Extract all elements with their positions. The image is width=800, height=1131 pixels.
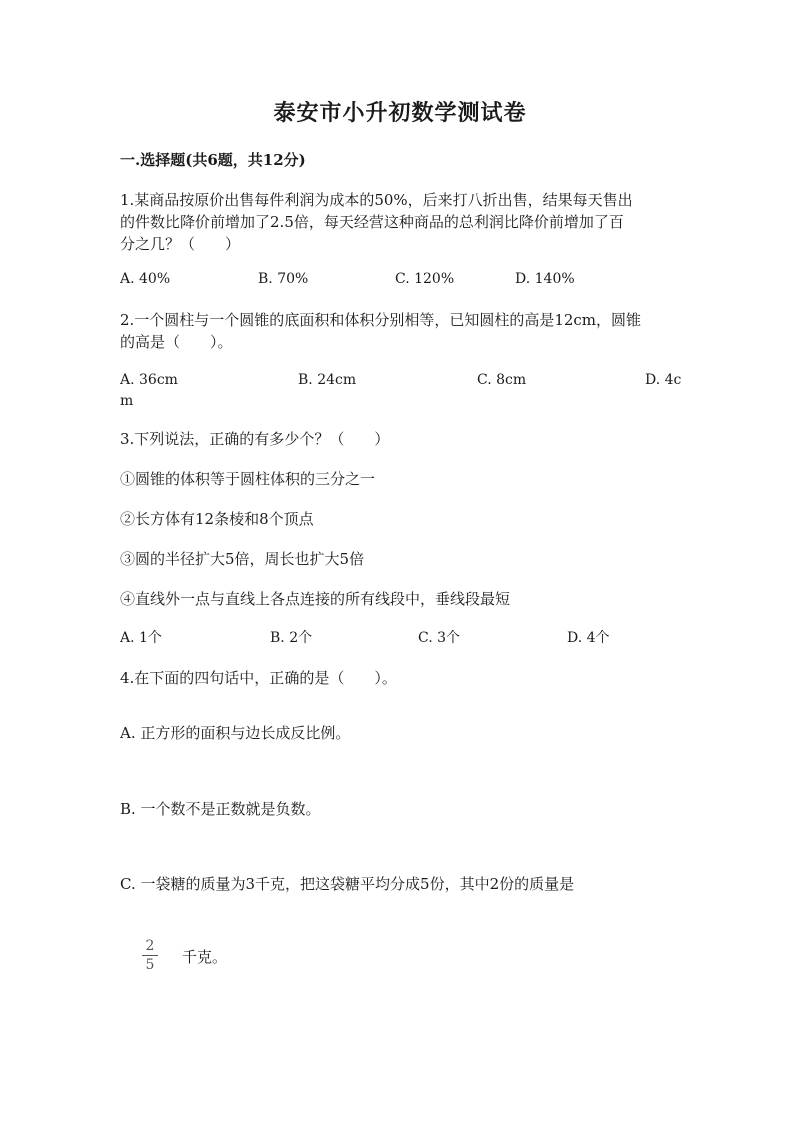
q2-option-b: B. 24cm — [298, 372, 357, 388]
q4-option-b: B. 一个数不是正数就是负数。 — [120, 800, 321, 818]
page-title: 泰安市小升初数学测试卷 — [273, 100, 527, 126]
q2-option-d: D. 4c — [645, 372, 682, 388]
q1-line-1: 1.某商品按原价出售每件利润为成本的50%，后来打八折出售，结果每天售出 — [120, 191, 633, 209]
q1-option-a: A. 40% — [120, 271, 171, 287]
q4-option-a: A. 正方形的面积与边长成反比例。 — [120, 724, 351, 742]
q4-option-c: C. 一袋糖的质量为3千克，把这袋糖平均分成5份，其中2份的质量是 — [120, 875, 575, 893]
q3-statement-4: ④直线外一点与直线上各点连接的所有线段中，垂线段最短 — [120, 590, 511, 608]
q1-line-3: 分之几？（ ） — [120, 235, 241, 253]
q2-line-1: 2.一个圆柱与一个圆锥的底面积和体积分别相等，已知圆柱的高是12cm，圆锥 — [120, 311, 642, 329]
q4-option-c-tail: 千克。 — [182, 948, 228, 966]
section-heading: 一.选择题(共6题，共12分) — [120, 151, 306, 169]
q2-option-c: C. 8cm — [477, 372, 527, 388]
q3-option-b: B. 2个 — [270, 630, 313, 646]
fraction-numerator: 2 — [145, 938, 155, 954]
q1-option-d: D. 140% — [515, 271, 575, 287]
q4-fraction — [140, 938, 160, 973]
q2-option-d-wrap: m — [120, 393, 134, 409]
q3-option-d: D. 4个 — [567, 630, 610, 646]
fraction-bar — [142, 955, 158, 956]
q2-option-a: A. 36cm — [120, 372, 178, 388]
q1-option-b: B. 70% — [258, 271, 309, 287]
q4-stem: 4.在下面的四句话中，正确的是（ ）。 — [120, 669, 397, 687]
q3-statement-2: ②长方体有12条棱和8个顶点 — [120, 510, 314, 528]
q3-statement-1: ①圆锥的体积等于圆柱体积的三分之一 — [120, 470, 376, 488]
q3-option-c: C. 3个 — [418, 630, 461, 646]
q3-option-a: A. 1个 — [120, 630, 162, 646]
q2-line-2: 的高是（ ）。 — [120, 333, 233, 351]
q1-option-c: C. 120% — [395, 271, 455, 287]
q3-stem: 3.下列说法，正确的有多少个？（ ） — [120, 430, 390, 448]
q1-line-2: 的件数比降价前增加了2.5倍，每天经营这种商品的总利润比降价前增加了百 — [120, 213, 624, 231]
q3-statement-3: ③圆的半径扩大5倍，周长也扩大5倍 — [120, 550, 365, 568]
fraction-denominator: 5 — [145, 957, 155, 973]
